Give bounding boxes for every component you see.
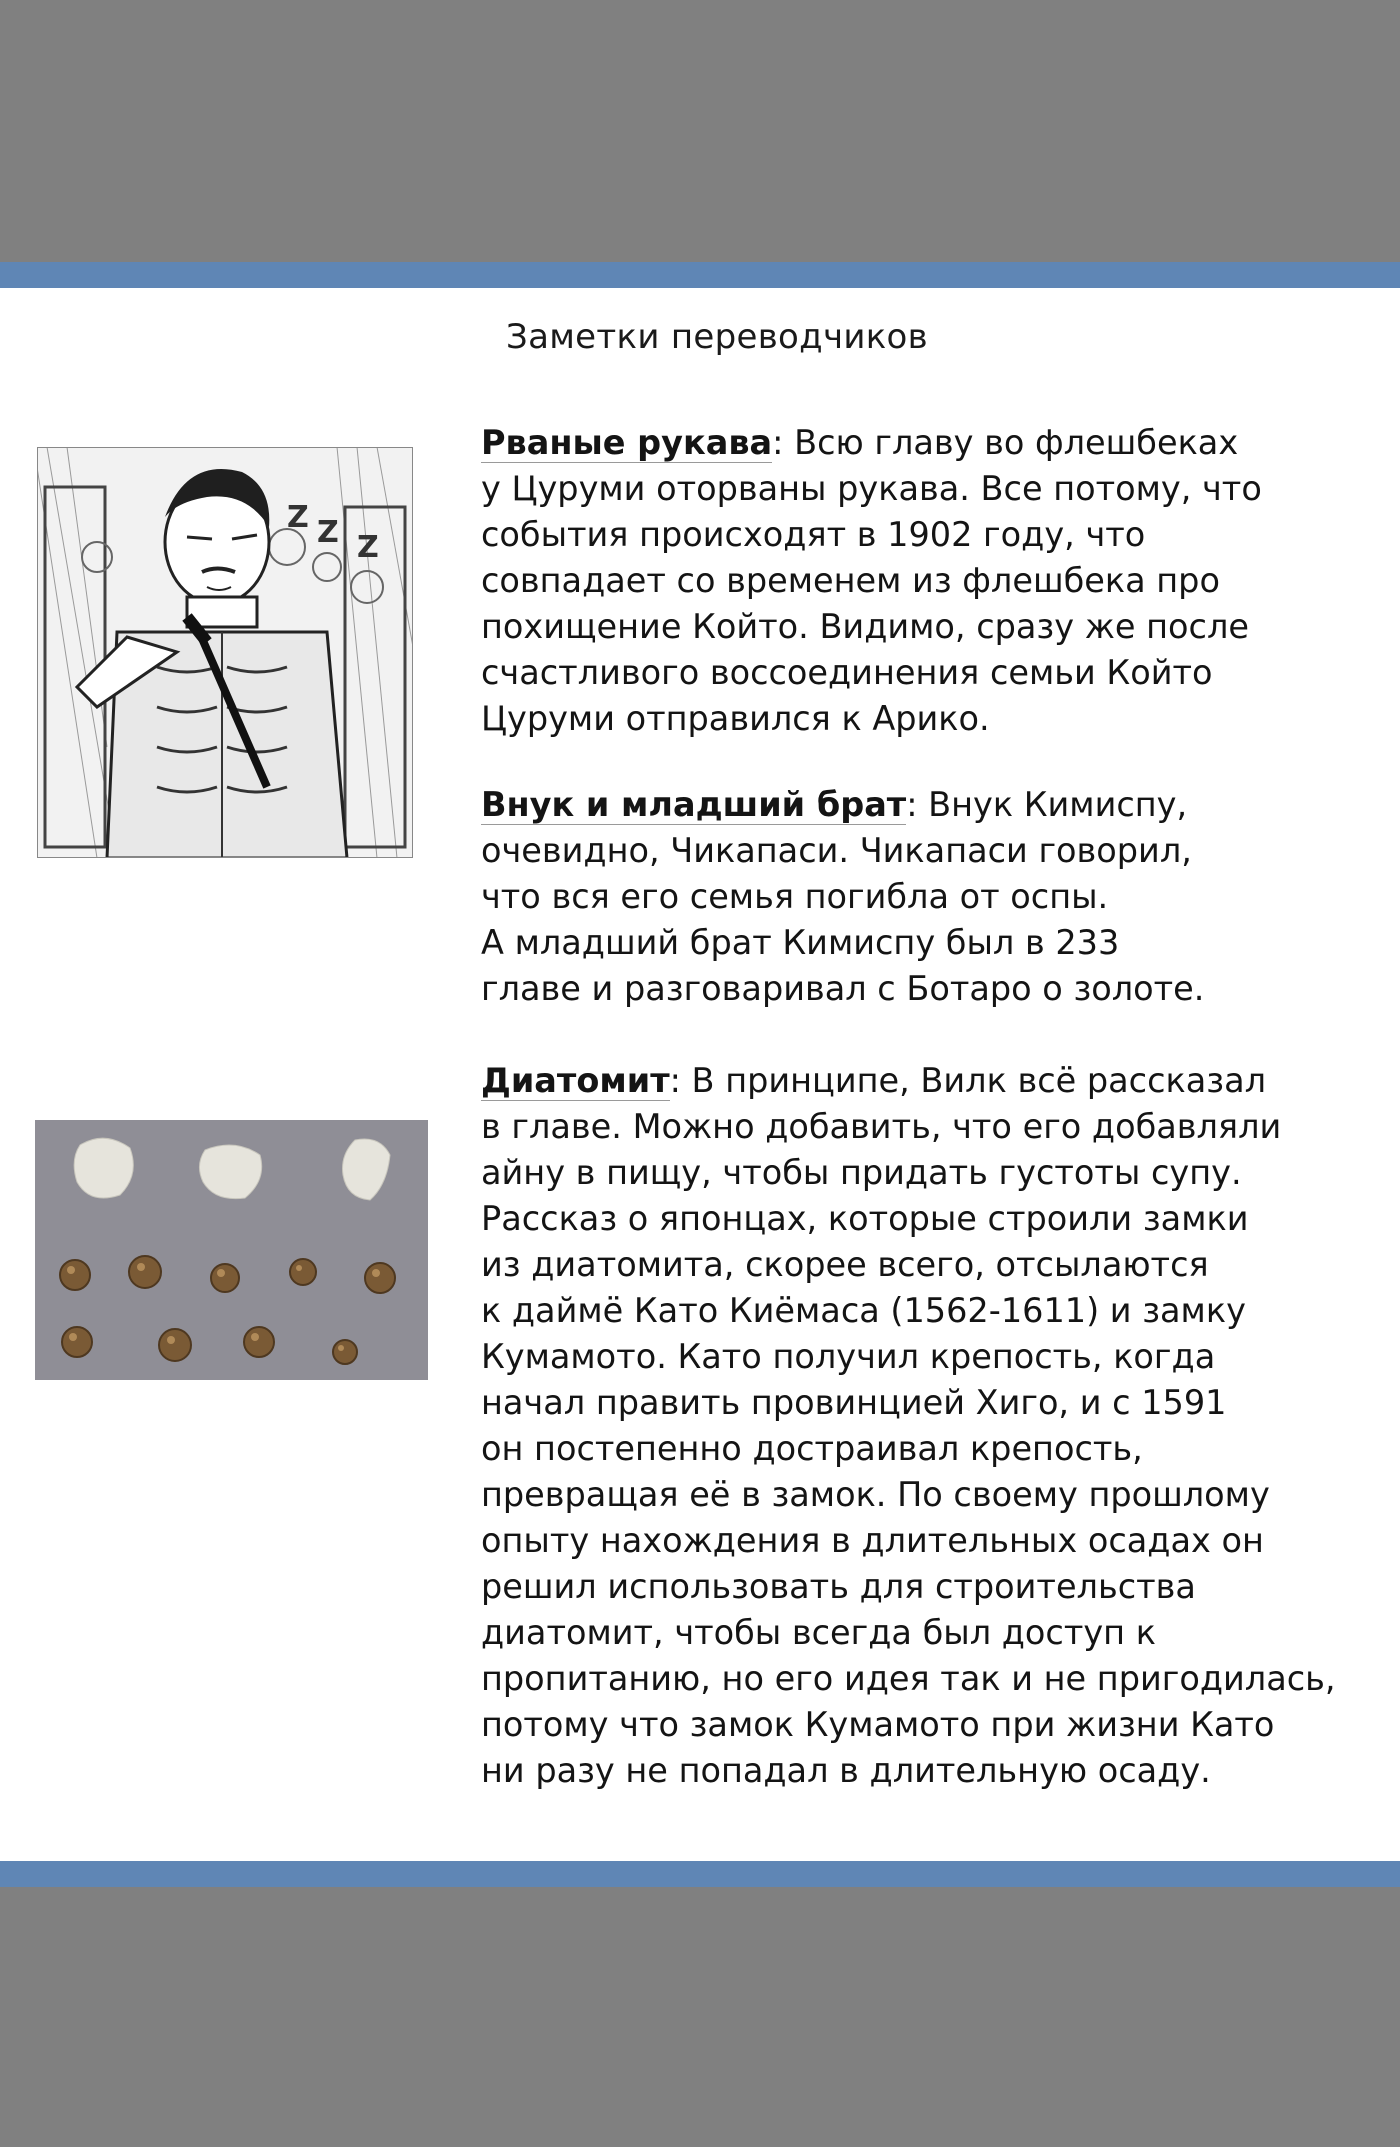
note-line: Рваные рукава: Всю главу во флешбеках xyxy=(481,423,1239,462)
note-line: диатомит, чтобы всегда был доступ к xyxy=(481,1613,1156,1652)
note-line: Диатомит: В принципе, Вилк всё рассказал xyxy=(481,1061,1267,1100)
note-line: решил использовать для строительства xyxy=(481,1567,1196,1606)
note-line: счастливого воссоединения семьи Който xyxy=(481,653,1213,692)
bottom-gray-band xyxy=(0,1887,1400,2147)
note-line: события происходят в 1902 году, что xyxy=(481,515,1146,554)
note-heading: Диатомит xyxy=(481,1061,670,1100)
note-line: к даймё Като Киёмаса (1562-1611) и замку xyxy=(481,1291,1246,1330)
note-line: в главе. Можно добавить, что его добавляли xyxy=(481,1107,1282,1146)
note-line: Внук и младший брат: Внук Кимиспу, xyxy=(481,785,1188,824)
note-line: он постепенно достраивал крепость, xyxy=(481,1429,1143,1468)
top-gray-band xyxy=(0,0,1400,262)
note-line: пропитанию, но его идея так и не пригодилась, xyxy=(481,1659,1336,1698)
svg-text:Z: Z xyxy=(317,515,339,550)
note-heading: Внук и младший брат xyxy=(481,785,907,824)
note-grandson-brother xyxy=(481,782,1381,1012)
manga-illustration xyxy=(37,447,413,858)
note-line: айну в пищу, чтобы придать густоты супу. xyxy=(481,1153,1242,1192)
note-diatomite xyxy=(481,1058,1381,1794)
note-line: ни разу не попадал в длительную осаду. xyxy=(481,1751,1211,1790)
note-line: совпадает со временем из флешбека про xyxy=(481,561,1220,600)
diatomite-photo xyxy=(35,1120,428,1380)
bottom-blue-stripe xyxy=(0,1861,1400,1887)
svg-text:Z: Z xyxy=(287,500,309,535)
page-title: Заметки переводчиков xyxy=(506,317,929,357)
top-blue-stripe xyxy=(0,262,1400,288)
note-line: у Цуруми оторваны рукава. Все потому, что xyxy=(481,469,1262,508)
svg-text:Z: Z xyxy=(357,530,379,565)
note-line: главе и разговаривал с Ботаро о золоте. xyxy=(481,969,1205,1008)
note-line: Цуруми отправился к Арико. xyxy=(481,699,990,738)
note-line: что вся его семья погибла от оспы. xyxy=(481,877,1109,916)
note-line: потому что замок Кумамото при жизни Като xyxy=(481,1705,1275,1744)
note-line: Кумамото. Като получил крепость, когда xyxy=(481,1337,1216,1376)
note-heading: Рваные рукава xyxy=(481,423,773,462)
note-line: превращая её в замок. По своему прошлому xyxy=(481,1475,1270,1514)
notes-page xyxy=(0,288,1400,1861)
note-line: начал править провинцией Хиго, и с 1591 xyxy=(481,1383,1227,1422)
note-line: опыту нахождения в длительных осадах он xyxy=(481,1521,1264,1560)
note-line: похищение Който. Видимо, сразу же после xyxy=(481,607,1249,646)
note-line: из диатомита, скорее всего, отсылаются xyxy=(481,1245,1209,1284)
note-line: А младший брат Кимиспу был в 233 xyxy=(481,923,1120,962)
note-torn-sleeves xyxy=(481,420,1381,742)
note-line: Рассказ о японцах, которые строили замки xyxy=(481,1199,1249,1238)
note-line: очевидно, Чикапаси. Чикапаси говорил, xyxy=(481,831,1192,870)
